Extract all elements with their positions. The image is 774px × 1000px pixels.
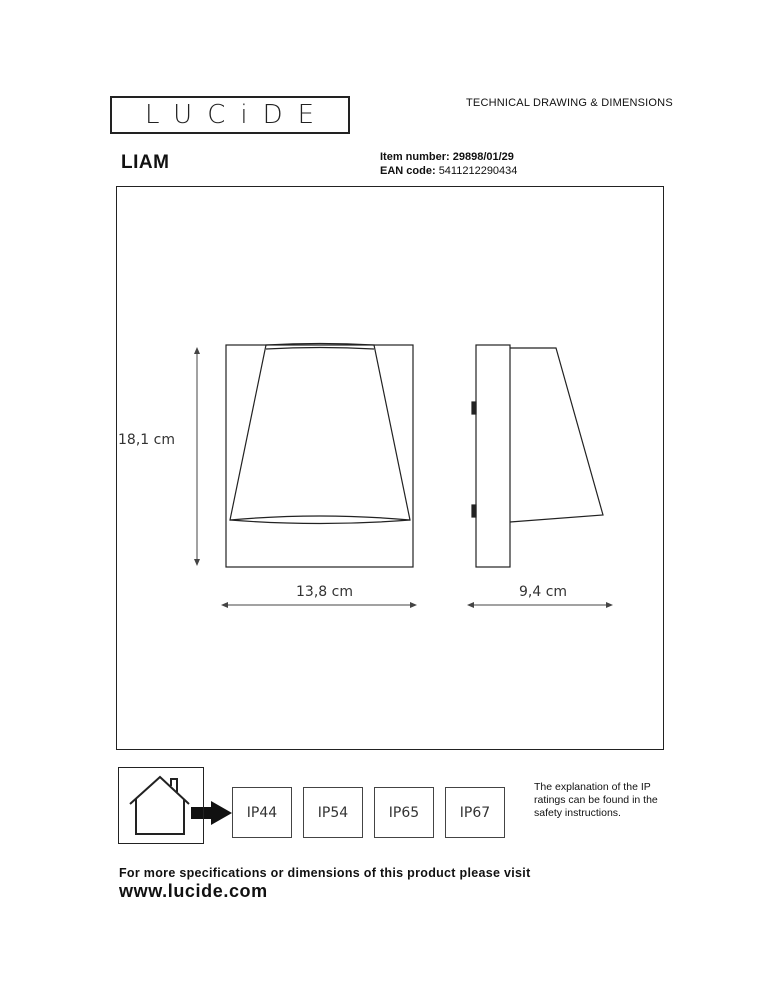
item-number-label: Item number:: [380, 151, 450, 163]
depth-dimension-label: 9,4 cm: [519, 584, 568, 600]
footer-text: For more specifications or dimensions of this product please visit: [119, 866, 531, 880]
front-shade-top-rim: [266, 348, 374, 350]
side-shade: [510, 348, 603, 522]
item-number-value: 29898/01/29: [452, 151, 514, 163]
height-dimension-label: 18,1 cm: [118, 432, 175, 448]
front-backplate: [226, 345, 413, 567]
front-shade-bottom-rim: [230, 520, 410, 524]
document-type: TECHNICAL DRAWING & DIMENSIONS: [466, 97, 673, 109]
ip-rating-badge: IP54: [303, 787, 363, 838]
brand-logo-text: LUCiDE: [144, 100, 330, 130]
front-shade: [230, 344, 410, 521]
width-dimension-label: 13,8 cm: [296, 584, 353, 600]
ip-rating-note: The explanation of the IP ratings can be found in the safety instructions.: [534, 781, 658, 819]
front-view: [226, 344, 413, 568]
side-view: [472, 345, 603, 567]
side-backplate: [476, 345, 510, 567]
ean-label: EAN code:: [380, 165, 436, 177]
ip-rating-badge: IP65: [374, 787, 434, 838]
indoor-outdoor-box: [118, 767, 204, 844]
footer-url: www.lucide.com: [119, 881, 268, 901]
side-mount-bottom: [472, 505, 476, 517]
ean-value: 5411212290434: [438, 165, 518, 177]
product-name: LIAM: [121, 152, 170, 173]
ip-rating-badge: IP67: [445, 787, 505, 838]
ip-rating-badge: IP44: [232, 787, 292, 838]
side-mount-top: [472, 402, 476, 414]
